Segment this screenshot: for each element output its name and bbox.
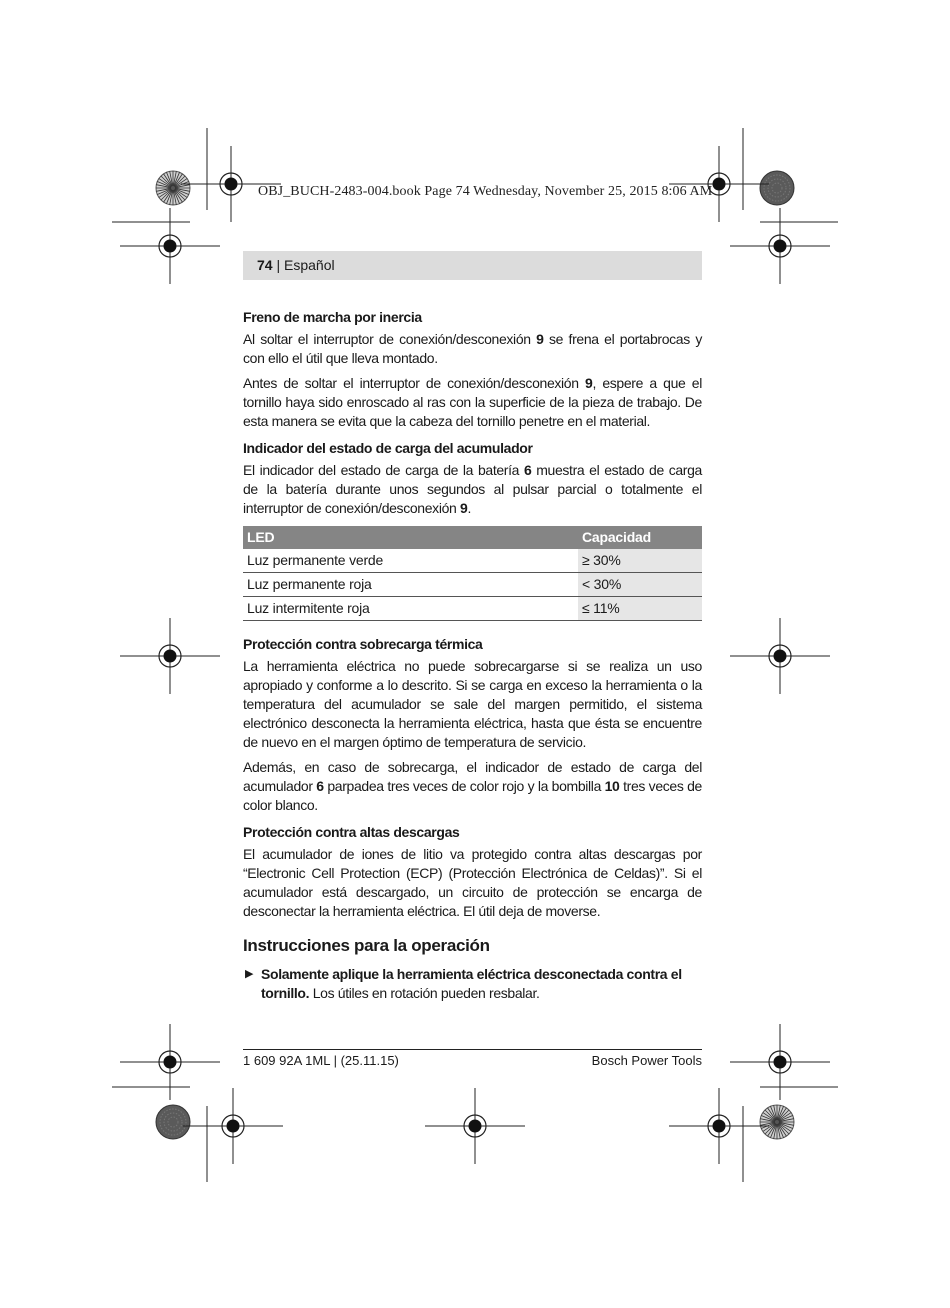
header-separator: |: [272, 257, 284, 273]
table-row: [243, 549, 702, 573]
capacity-table: [243, 526, 702, 621]
paragraph-freno-1: Al soltar el interruptor de conexión/desconexión 9 se frena el portabrocas y con ello el útil que lleva montado.: [243, 331, 702, 366]
paragraph-indicador: El indicador del estado de carga de la batería 6 muestra el estado de carga de la batería durante unos segundos al pulsar parcial o totalmente el interruptor de conexión/desconexión 9.: [243, 462, 702, 516]
table-header-capacidad: Capacidad: [578, 526, 702, 549]
table-cell-capacity: ≥ 30%: [578, 549, 702, 573]
footer-brand: Bosch Power Tools: [591, 1053, 702, 1068]
paragraph-termica-1: La herramienta eléctrica no puede sobrecargarse si se realiza un uso apropiado y conforme a lo descrito. Si se carga en exceso la herramienta o la temperatura del acumulador se sale del margen permitido, el sistema electrónico desconecta la herramienta eléctrica, hasta que ésta se encuentre de nuevo en el margen óptimo de temperatura de servicio.: [243, 658, 702, 750]
table-header-led: LED: [243, 526, 578, 549]
running-header: [243, 251, 702, 280]
page-body: [243, 308, 702, 1009]
table-cell-capacity: ≤ 11%: [578, 597, 702, 621]
table-row: [243, 573, 702, 597]
table-cell-led: Luz permanente roja: [243, 573, 578, 597]
table-row: [243, 597, 702, 621]
paragraph-descargas: El acumulador de iones de litio va protegido contra altas descargas por “Electronic Cell Protection (ECP) (Protección Electrónica de Celdas)”. Si el acumulador está descargado, un circuito de protección se encarga de desconectar la herramienta eléctrica. El útil deja de moverse.: [243, 846, 702, 919]
print-slug-line: OBJ_BUCH-2483-004.book Page 74 Wednesday, November 25, 2015 8:06 AM: [258, 184, 713, 199]
bullet-item: ▶ Solamente aplique la herramienta eléctrica desconectada contra el tornillo. Los útiles en rotación pueden resbalar.: [245, 966, 682, 1001]
footer-doc-code: 1 609 92A 1ML | (25.11.15): [243, 1053, 399, 1068]
table-cell-capacity: < 30%: [578, 573, 702, 597]
footer-rule: [243, 1049, 702, 1050]
table-cell-led: Luz intermitente roja: [243, 597, 578, 621]
table-cell-led: Luz permanente verde: [243, 549, 578, 573]
heading-descargas: Protección contra altas descargas: [243, 824, 460, 840]
heading-operacion: Instrucciones para la operación: [243, 936, 490, 955]
paragraph-termica-2: Además, en caso de sobrecarga, el indicador de estado de carga del acumulador 6 parpadea tres veces de color rojo y la bombilla 10 tres veces de color blanco.: [243, 759, 702, 813]
bullet-triangle-icon: ▶: [245, 968, 254, 980]
paragraph-freno-2: Antes de soltar el interruptor de conexión/desconexión 9, espere a que el tornillo haya sido enroscado al ras con la superficie de la pieza de trabajo. De esta manera se evita que la cabeza del tornillo penetre en el material.: [243, 375, 702, 429]
table-header-row: [243, 526, 702, 549]
page-number: 74: [257, 257, 273, 273]
header-language: Español: [284, 257, 335, 273]
heading-indicador: Indicador del estado de carga del acumulador: [243, 440, 533, 456]
heading-termica: Protección contra sobrecarga térmica: [243, 636, 483, 652]
heading-freno: Freno de marcha por inercia: [243, 309, 422, 325]
